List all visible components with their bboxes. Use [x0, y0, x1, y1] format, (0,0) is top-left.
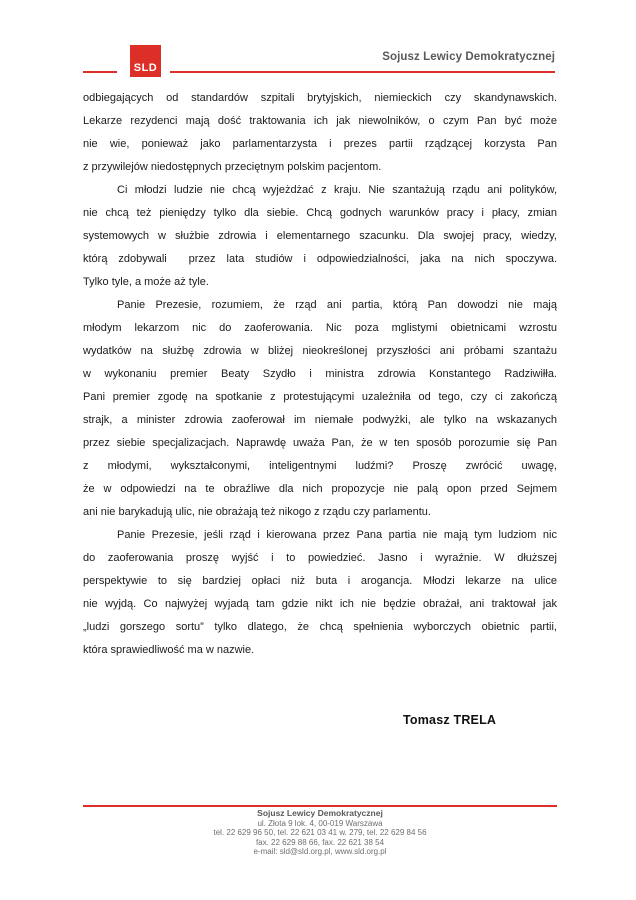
- footer-phone: tel. 22 629 96 50, tel. 22 621 03 41 w. 279, tel. 22 629 84 56: [213, 828, 427, 837]
- letter-line: w wykonaniu premier Beaty Szydło i ministra zdrowia Konstantego Radziwiłła.: [83, 368, 557, 380]
- letter-line: odbiegających od standardów szpitali brytyjskich, niemieckich czy skandynawskich.: [83, 92, 557, 104]
- sld-logo-text: SLD: [133, 62, 158, 74]
- letter-line: wydatków na służbę zdrowia w bliżej nieokreślonej przyszłości ani próbami szantażu: [83, 345, 557, 357]
- letter-line: nie wyjdą. Co najwyżej wyjadą tam gdzie nikt ich nie będzie obrażał, ani traktował jak: [83, 598, 557, 610]
- letter-line: Panie Prezesie, jeśli rząd i kierowana przez Pana partia nie mają tym ludziom nic: [117, 529, 557, 541]
- letter-line: Pani premier zgodę na spotkanie z protestującymi uzależniła od tego, czy ci zakończą: [83, 391, 557, 403]
- letter-line: Ci młodzi ludzie nie chcą wyjeżdżać z kraju. Nie szantażują rządu ani polityków,: [117, 184, 557, 196]
- signature-name: Tomasz TRELA: [403, 713, 497, 727]
- letter-line: przez siebie specjalizacjach. Naprawdę uważa Pan, że w ten sposób porozumie się Pan: [83, 437, 557, 449]
- letter-line: strajk, a minister zdrowia zaoferował im niemałe podwyżki, ale tylko na wskazanych: [83, 414, 557, 426]
- sld-logo: [130, 45, 161, 77]
- letter-body: [83, 87, 557, 662]
- letter-line: młodym lekarzom nic do zaoferowania. Nic poza mglistymi obietnicami wzrostu: [83, 322, 557, 334]
- letter-line: Panie Prezesie, rozumiem, że rząd ani partia, którą Pan dowodzi nie mają: [117, 299, 557, 311]
- letter-line: że w odpowiedzi na te obraźliwe dla nich propozycje nie palą opon przed Sejmem: [83, 483, 557, 495]
- letter-line: systemowych w służbie zdrowia i elementarnego szacunku. Dla swojej pracy, wiedzy,: [83, 230, 557, 242]
- letter-line: z przywilejów niedostępnych przeciętnym polskim pacjentom.: [83, 161, 382, 173]
- footer-email: e-mail: sld@sld.org.pl, www.sld.org.pl: [253, 847, 387, 856]
- letter-line: Tylko tyle, a może aż tyle.: [83, 276, 209, 288]
- header-org-name: Sojusz Lewicy Demokratycznej: [382, 51, 555, 63]
- footer-fax: fax. 22 629 88 66, fax. 22 621 38 54: [255, 837, 385, 847]
- letter-line: ani nie barykadują ulic, nie obrażają też nikogo z rządu czy parlamentu.: [83, 506, 431, 518]
- header-rule-left: [83, 71, 117, 73]
- footer-address: ul. Złota 9 lok. 4, 00-019 Warszawa: [257, 818, 383, 828]
- footer: [83, 809, 557, 857]
- letter-line: nie wie, ponieważ jako parlamentarzysta i prezes partii rządzącej korzysta Pan: [83, 138, 557, 150]
- footer-rule: [83, 805, 557, 807]
- letter-line: z młodymi, wykształconymi, inteligentnymi ludźmi? Proszę zwrócić uwagę,: [83, 460, 557, 472]
- letter-line: „ludzi gorszego sortu” tylko dlatego, że chcą spełnienia wyborczych obietnic partii,: [83, 621, 557, 633]
- letter-line: którą zdobywali przez lata studiów i odpowiedzialności, jaka na nich spoczywa.: [83, 253, 557, 265]
- letter-line: perspektywie to się bardziej opłaci niż buta i arogancja. Młodzi lekarze na ulice: [83, 575, 557, 587]
- letter-line: która sprawiedliwość ma w nazwie.: [83, 644, 255, 656]
- letter-line: Lekarze rezydenci mają dość traktowania ich jak niewolników, o czym Pan być może: [83, 115, 557, 127]
- header-rule-right: [170, 71, 555, 73]
- footer-org-name: Sojusz Lewicy Demokratycznej: [257, 808, 383, 818]
- letter-line: nie chcą też pieniędzy tylko dla siebie. Chcą godnych warunków pracy i płacy, zmian: [83, 207, 557, 219]
- letter-line: do zaoferowania proszę wyjść i to powiedzieć. Jasno i wyraźnie. W dłuższej: [83, 552, 557, 564]
